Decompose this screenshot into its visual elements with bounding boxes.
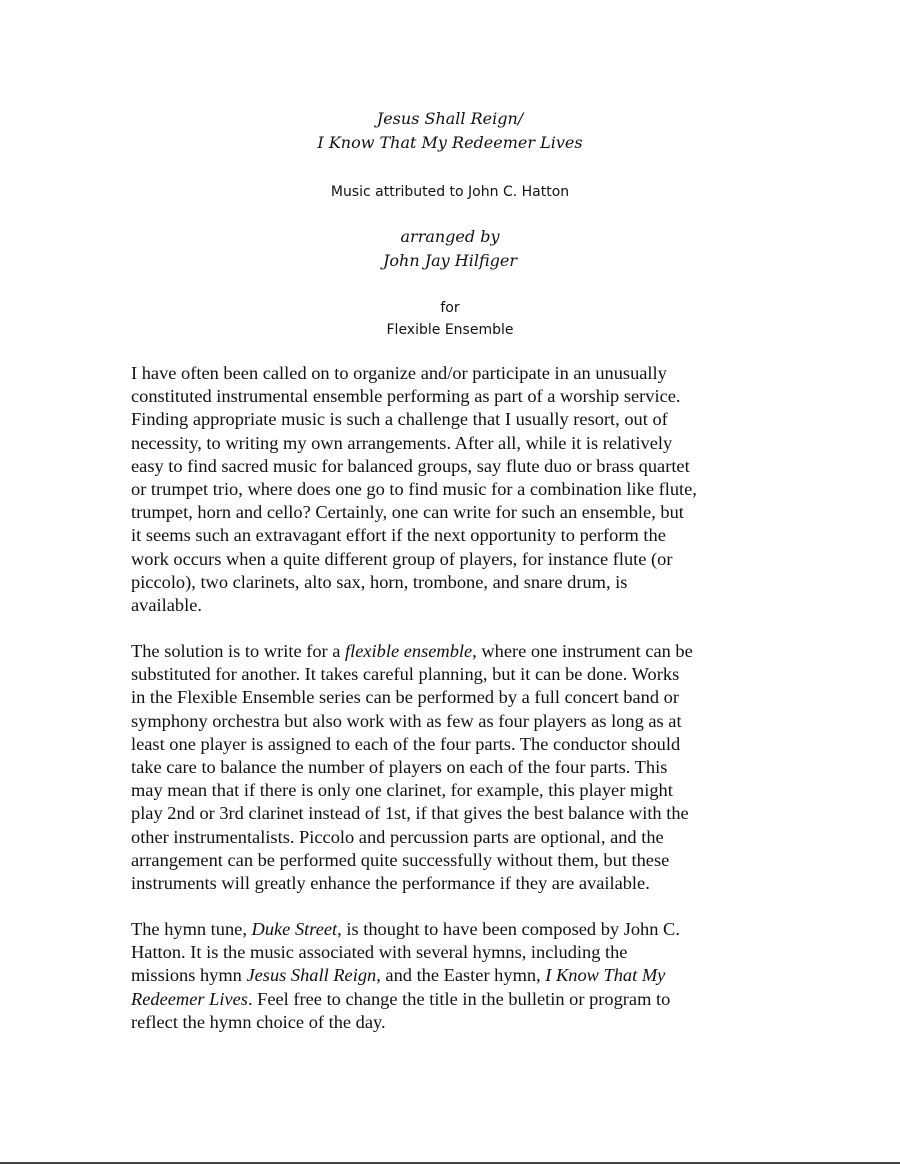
text-run: missions hymn bbox=[131, 965, 247, 986]
paragraph-line: necessity, to writing my own arrangements. After all, while it is relatively bbox=[131, 432, 673, 453]
arranged-by-label: arranged by bbox=[400, 227, 500, 246]
emphasis-text: I Know That My bbox=[545, 965, 666, 986]
arranger-block bbox=[0, 225, 900, 273]
paragraph-line bbox=[131, 988, 776, 1011]
text-run: The solution is to write for a bbox=[131, 641, 346, 661]
paragraph-line: trumpet, horn and cello? Certainly, one can write for such an ensemble, but bbox=[131, 502, 684, 523]
paragraph-line: symphony orchestra but also work with as few as four players as long as at bbox=[131, 710, 682, 731]
paragraph-line: may mean that if there is only one clarinet, for example, this player might bbox=[131, 780, 673, 801]
paragraph-line: take care to balance the number of players on each of the four parts. This bbox=[131, 757, 668, 778]
paragraph-line bbox=[131, 918, 776, 941]
paragraph-line: other instrumentalists. Piccolo and percussion parts are optional, and the bbox=[131, 826, 664, 847]
ensemble-name: Flexible Ensemble bbox=[386, 322, 514, 338]
title-line-2: I Know That My Redeemer Lives bbox=[317, 133, 583, 152]
paragraph-line: reflect the hymn choice of the day. bbox=[131, 1011, 386, 1032]
music-attribution: Music attributed to John C. Hatton bbox=[330, 184, 570, 200]
paragraph-hymn-tune bbox=[131, 918, 776, 1034]
paragraph-line: it seems such an extravagant effort if the next opportunity to perform the bbox=[131, 525, 666, 546]
emphasis-text: Redeemer Lives bbox=[131, 988, 248, 1009]
attribution-block bbox=[0, 181, 900, 203]
text-run: The hymn tune, bbox=[131, 919, 252, 939]
text-run: , and the Easter hymn, bbox=[376, 965, 546, 986]
paragraph-line: available. bbox=[131, 595, 202, 616]
paragraph-line bbox=[131, 964, 776, 987]
paragraph-line: I have often been called on to organize and/or participate in an unusually bbox=[131, 363, 667, 383]
paragraph-line: easy to find sacred music for balanced groups, say flute duo or brass quartet bbox=[131, 455, 690, 476]
paragraph-line: Finding appropriate music is such a challenge that I usually resort, out of bbox=[131, 409, 668, 430]
paragraph-line: substituted for another. It takes careful planning, but it can be done. Works bbox=[131, 664, 680, 685]
for-label: for bbox=[440, 300, 460, 316]
text-run: , is thought to have been composed by John C. bbox=[337, 919, 680, 939]
paragraph-line: constituted instrumental ensemble performing as part of a worship service. bbox=[131, 386, 681, 407]
paragraph-line: arrangement can be performed quite successfully without them, but these bbox=[131, 849, 670, 870]
title-line-1: Jesus Shall Reign/ bbox=[376, 109, 524, 128]
paragraph-line: in the Flexible Ensemble series can be performed by a full concert band or bbox=[131, 687, 679, 708]
paragraph-line: or trumpet trio, where does one go to find music for a combination like flute, bbox=[131, 479, 697, 500]
ensemble-block bbox=[0, 297, 900, 341]
paragraph-intro bbox=[131, 362, 776, 617]
paragraph-solution bbox=[131, 640, 776, 895]
emphasis-text: Duke Street bbox=[251, 919, 338, 939]
paragraph-line bbox=[131, 640, 776, 663]
paragraph-line: piccolo), two clarinets, alto sax, horn, trombone, and snare drum, is bbox=[131, 571, 628, 592]
title-block bbox=[0, 107, 900, 155]
paragraph-line: play 2nd or 3rd clarinet instead of 1st, if that gives the best balance with the bbox=[131, 803, 689, 824]
paragraph-line: Hatton. It is the music associated with several hymns, including the bbox=[131, 942, 628, 963]
emphasis-text: flexible ensemble bbox=[345, 641, 473, 661]
paragraph-line: instruments will greatly enhance the performance if they are available. bbox=[131, 873, 650, 894]
text-run: . Feel free to change the title in the bulletin or program to bbox=[247, 988, 671, 1009]
emphasis-text: Jesus Shall Reign bbox=[246, 965, 377, 986]
paragraph-line: work occurs when a quite different group of players, for instance flute (or bbox=[131, 548, 673, 569]
text-run: , where one instrument can be bbox=[472, 641, 693, 661]
paragraph-line: least one player is assigned to each of the four parts. The conductor should bbox=[131, 733, 681, 754]
arranger-name: John Jay Hilfiger bbox=[382, 251, 518, 270]
